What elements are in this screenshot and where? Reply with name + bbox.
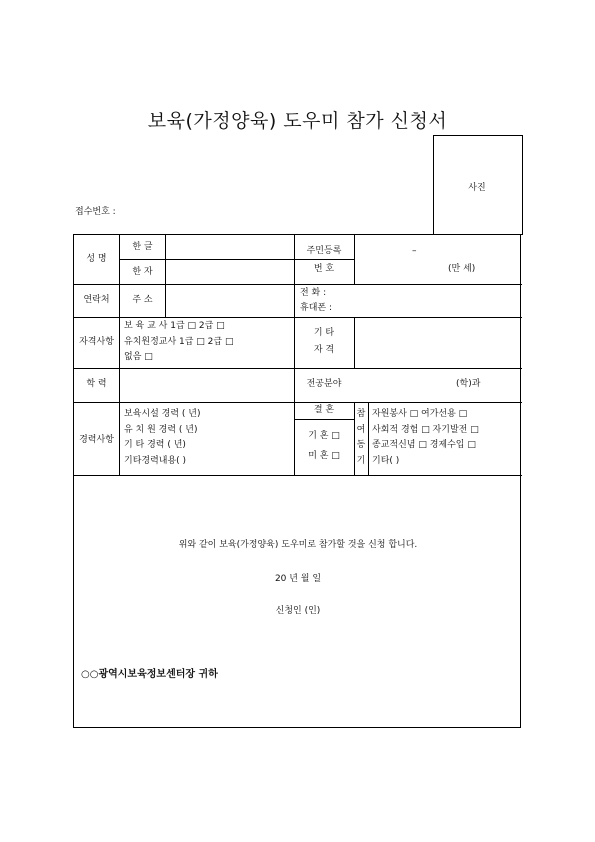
name-hangul-label: 한 글: [132, 242, 153, 252]
applicant-signature[interactable]: 신청인 (인): [275, 606, 321, 616]
contact-label: 연락처: [83, 295, 110, 305]
address-label: 주 소: [132, 295, 153, 305]
career-label: 경력사항: [79, 435, 114, 445]
name-label: 성 명: [86, 254, 107, 264]
motive-religion-income[interactable]: 종교적신념 □ 경제수입 □: [372, 440, 476, 450]
page-title: 보육(가정양육) 도우미 참가 신청서: [147, 110, 448, 132]
career-other[interactable]: 기 타 경력 ( 년): [124, 440, 186, 450]
addressee: ○○광역시보육정보센터장 귀하: [81, 669, 218, 680]
education-field[interactable]: [120, 369, 293, 401]
other-qualification-label-2: 자 격: [313, 345, 335, 355]
qualification-kindergarten-teacher[interactable]: 유치원정교사 1급 □ 2급 □: [124, 337, 234, 347]
career-childcare[interactable]: 보육시설 경력 ( 년): [124, 409, 201, 419]
career-kindergarten[interactable]: 유 치 원 경력 ( 년): [124, 425, 198, 435]
motive-other[interactable]: 기타( ): [372, 456, 400, 466]
resident-number-label-2: 번 호: [313, 264, 335, 274]
major-label: 전공분야: [306, 379, 342, 389]
qualification-label: 자격사항: [79, 337, 114, 347]
application-date[interactable]: 20 년 월 일: [274, 574, 322, 584]
participation-label-2: 여: [356, 425, 366, 435]
resident-number-label: 주민등록: [306, 246, 342, 256]
participation-label-4: 기: [356, 456, 366, 466]
address-field[interactable]: [166, 285, 293, 316]
motive-volunteer-leisure[interactable]: 자원봉사 □ 여가선용 □: [372, 409, 468, 419]
qualification-childcare-teacher[interactable]: 보 육 교 사 1급 □ 2급 □: [124, 321, 225, 331]
other-qualification-label: 기 타: [313, 328, 335, 338]
participation-label-1: 참: [356, 409, 366, 419]
marriage-label: 결 혼: [313, 405, 335, 415]
name-hanja-label: 한 자: [132, 267, 153, 277]
photo-label: 사진: [468, 183, 486, 193]
name-hanja-field[interactable]: [166, 261, 293, 283]
application-form: [73, 234, 521, 728]
resident-number-dash: –: [412, 246, 417, 256]
application-statement: 위와 같이 보육(가정양육) 도우미로 참가할 것을 신청 합니다.: [178, 540, 418, 550]
other-qualification-field[interactable]: [355, 318, 520, 367]
age-field[interactable]: (만 세): [448, 264, 476, 274]
participation-label-3: 동: [356, 440, 366, 450]
name-hangul-field[interactable]: [166, 236, 293, 258]
education-label: 학 력: [86, 379, 107, 389]
qualification-none[interactable]: 없음 □: [124, 352, 153, 362]
mobile-label: 휴대폰 :: [300, 303, 332, 313]
motive-social-self[interactable]: 사회적 경험 □ 자기발전 □: [372, 425, 479, 435]
single-checkbox[interactable]: 미 혼 □: [308, 451, 340, 461]
department-field[interactable]: (학)과: [456, 379, 481, 389]
phone-label: 전 화 :: [300, 288, 327, 298]
married-checkbox[interactable]: 기 혼 □: [308, 431, 340, 441]
career-other-details[interactable]: 기타경력내용( ): [124, 456, 187, 466]
receipt-number-label: 접수번호 :: [75, 207, 116, 217]
